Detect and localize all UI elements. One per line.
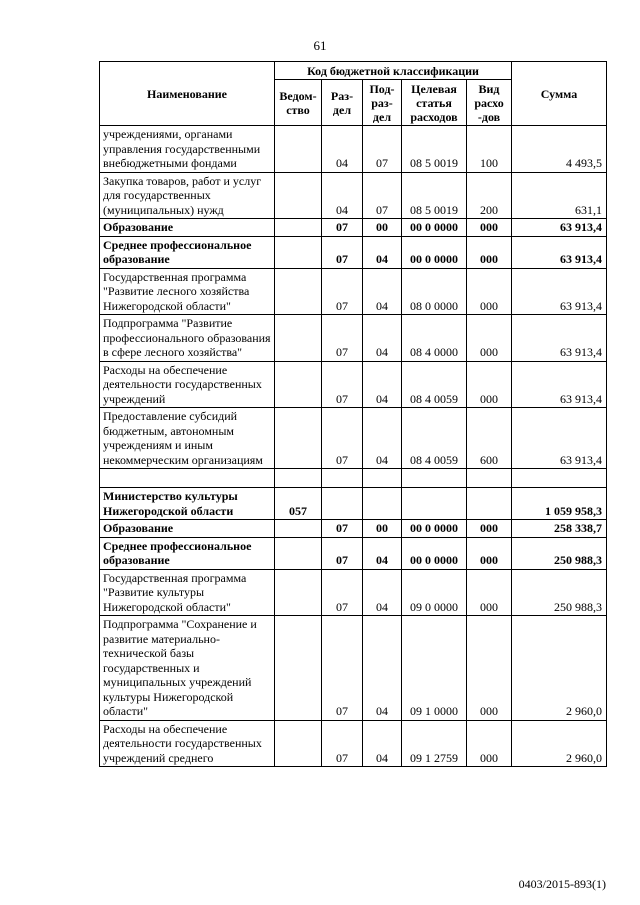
row-razdel: 07 xyxy=(322,315,363,362)
row-sum: 2 960,0 xyxy=(512,720,607,767)
page-number: 61 xyxy=(313,38,327,53)
row-name: Министерство культуры Нижегородской области xyxy=(100,488,275,520)
row-name xyxy=(100,469,275,488)
table-row xyxy=(100,219,607,237)
row-celevaya xyxy=(402,469,467,488)
row-razdel: 07 xyxy=(322,616,363,721)
row-name: Закупка товаров, работ и услуг для государственных (муниципальных) нужд xyxy=(100,172,275,219)
row-razdel: 04 xyxy=(322,126,363,173)
row-celevaya: 00 0 0000 xyxy=(402,520,467,538)
row-podrazdel: 04 xyxy=(363,537,402,569)
row-sum: 63 913,4 xyxy=(512,315,607,362)
table-row xyxy=(100,616,607,721)
row-name: Расходы на обеспечение деятельности государственных учреждений xyxy=(100,361,275,408)
row-sum: 631,1 xyxy=(512,172,607,219)
row-razdel: 04 xyxy=(322,172,363,219)
row-vid: 000 xyxy=(467,616,512,721)
row-name: Образование xyxy=(100,520,275,538)
row-vedomstvo xyxy=(275,469,322,488)
row-vedomstvo xyxy=(275,361,322,408)
row-celevaya: 00 0 0000 xyxy=(402,219,467,237)
row-celevaya: 08 0 0000 xyxy=(402,268,467,315)
row-name: Государственная программа "Развитие лесного хозяйства Нижегородской области" xyxy=(100,268,275,315)
row-podrazdel: 04 xyxy=(363,268,402,315)
row-vid xyxy=(467,488,512,520)
row-sum: 1 059 958,3 xyxy=(512,488,607,520)
row-vid: 000 xyxy=(467,219,512,237)
row-razdel xyxy=(322,488,363,520)
table-header xyxy=(100,62,607,126)
budget-table xyxy=(99,61,607,767)
row-sum: 63 913,4 xyxy=(512,236,607,268)
row-vid: 100 xyxy=(467,126,512,173)
row-vid: 200 xyxy=(467,172,512,219)
row-name: учреждениями, органами управления государственными внебюджетными фондами xyxy=(100,126,275,173)
row-celevaya: 09 1 0000 xyxy=(402,616,467,721)
row-podrazdel: 00 xyxy=(363,219,402,237)
row-razdel: 07 xyxy=(322,720,363,767)
row-name: Расходы на обеспечение деятельности государственных учреждений среднего xyxy=(100,720,275,767)
row-sum: 250 988,3 xyxy=(512,569,607,616)
row-name: Среднее профессиональное образование xyxy=(100,236,275,268)
header-classification-group: Код бюджетной классификации xyxy=(275,62,512,80)
row-razdel: 07 xyxy=(322,236,363,268)
row-sum: 250 988,3 xyxy=(512,537,607,569)
row-vid xyxy=(467,469,512,488)
row-podrazdel xyxy=(363,469,402,488)
row-sum: 63 913,4 xyxy=(512,219,607,237)
row-vid: 000 xyxy=(467,315,512,362)
header-vid: Вид расхо -дов xyxy=(467,80,512,126)
table-row xyxy=(100,488,607,520)
row-vedomstvo xyxy=(275,520,322,538)
row-podrazdel: 04 xyxy=(363,408,402,469)
row-vid: 000 xyxy=(467,361,512,408)
row-name: Образование xyxy=(100,219,275,237)
row-name: Государственная программа "Развитие культуры Нижегородской области" xyxy=(100,569,275,616)
row-celevaya xyxy=(402,488,467,520)
row-celevaya: 08 4 0059 xyxy=(402,408,467,469)
row-podrazdel: 04 xyxy=(363,361,402,408)
row-vid: 000 xyxy=(467,537,512,569)
table-row xyxy=(100,408,607,469)
table-body xyxy=(100,126,607,767)
row-vedomstvo xyxy=(275,268,322,315)
row-celevaya: 09 1 2759 xyxy=(402,720,467,767)
row-sum: 63 913,4 xyxy=(512,361,607,408)
row-sum xyxy=(512,469,607,488)
table-row xyxy=(100,569,607,616)
row-podrazdel: 04 xyxy=(363,236,402,268)
row-razdel: 07 xyxy=(322,268,363,315)
table-row xyxy=(100,172,607,219)
row-razdel: 07 xyxy=(322,520,363,538)
row-podrazdel xyxy=(363,488,402,520)
row-podrazdel: 04 xyxy=(363,569,402,616)
row-vedomstvo xyxy=(275,616,322,721)
row-sum: 63 913,4 xyxy=(512,268,607,315)
table-row xyxy=(100,268,607,315)
row-vid: 000 xyxy=(467,520,512,538)
row-vedomstvo xyxy=(275,537,322,569)
row-vid: 600 xyxy=(467,408,512,469)
row-vid: 000 xyxy=(467,720,512,767)
row-sum: 2 960,0 xyxy=(512,616,607,721)
table-row xyxy=(100,520,607,538)
header-name: Наименование xyxy=(100,62,275,126)
row-razdel: 07 xyxy=(322,361,363,408)
row-name: Среднее профессиональное образование xyxy=(100,537,275,569)
row-celevaya: 08 5 0019 xyxy=(402,126,467,173)
row-vedomstvo xyxy=(275,315,322,362)
row-celevaya: 00 0 0000 xyxy=(402,236,467,268)
row-vedomstvo xyxy=(275,408,322,469)
row-podrazdel: 04 xyxy=(363,720,402,767)
row-razdel: 07 xyxy=(322,537,363,569)
row-vid: 000 xyxy=(467,268,512,315)
row-vedomstvo xyxy=(275,569,322,616)
row-vedomstvo xyxy=(275,172,322,219)
document-code: 0403/2015-893(1) xyxy=(518,877,606,891)
row-podrazdel: 00 xyxy=(363,520,402,538)
row-podrazdel: 04 xyxy=(363,616,402,721)
table-row xyxy=(100,361,607,408)
row-vedomstvo xyxy=(275,720,322,767)
row-sum: 63 913,4 xyxy=(512,408,607,469)
row-name: Предоставление субсидий бюджетным, автономным учреждениям и иным некоммерческим организациям xyxy=(100,408,275,469)
row-podrazdel: 07 xyxy=(363,126,402,173)
row-razdel xyxy=(322,469,363,488)
row-sum: 4 493,5 xyxy=(512,126,607,173)
row-vid: 000 xyxy=(467,236,512,268)
row-celevaya: 09 0 0000 xyxy=(402,569,467,616)
header-razdel: Раз-дел xyxy=(322,80,363,126)
row-celevaya: 08 5 0019 xyxy=(402,172,467,219)
row-vedomstvo xyxy=(275,219,322,237)
row-celevaya: 08 4 0059 xyxy=(402,361,467,408)
table-row xyxy=(100,236,607,268)
table-row xyxy=(100,469,607,488)
header-podrazdel: Под-раз-дел xyxy=(363,80,402,126)
table-row xyxy=(100,126,607,173)
table-row xyxy=(100,537,607,569)
row-razdel: 07 xyxy=(322,569,363,616)
row-celevaya: 08 4 0000 xyxy=(402,315,467,362)
row-podrazdel: 04 xyxy=(363,315,402,362)
table-row xyxy=(100,315,607,362)
row-name: Подпрограмма "Сохранение и развитие материально-технической базы государственных и муниципальных учреждений культуры Нижегородской области" xyxy=(100,616,275,721)
row-name: Подпрограмма "Развитие профессионального образования в сфере лесного хозяйства" xyxy=(100,315,275,362)
row-vedomstvo xyxy=(275,236,322,268)
row-razdel: 07 xyxy=(322,408,363,469)
row-vedomstvo xyxy=(275,126,322,173)
row-sum: 258 338,7 xyxy=(512,520,607,538)
row-vedomstvo: 057 xyxy=(275,488,322,520)
table-row xyxy=(100,720,607,767)
header-vedomstvo: Ведом-ство xyxy=(275,80,322,126)
header-sum: Сумма xyxy=(512,62,607,126)
row-podrazdel: 07 xyxy=(363,172,402,219)
row-vid: 000 xyxy=(467,569,512,616)
header-celevaya: Целевая статья расходов xyxy=(402,80,467,126)
row-celevaya: 00 0 0000 xyxy=(402,537,467,569)
row-razdel: 07 xyxy=(322,219,363,237)
